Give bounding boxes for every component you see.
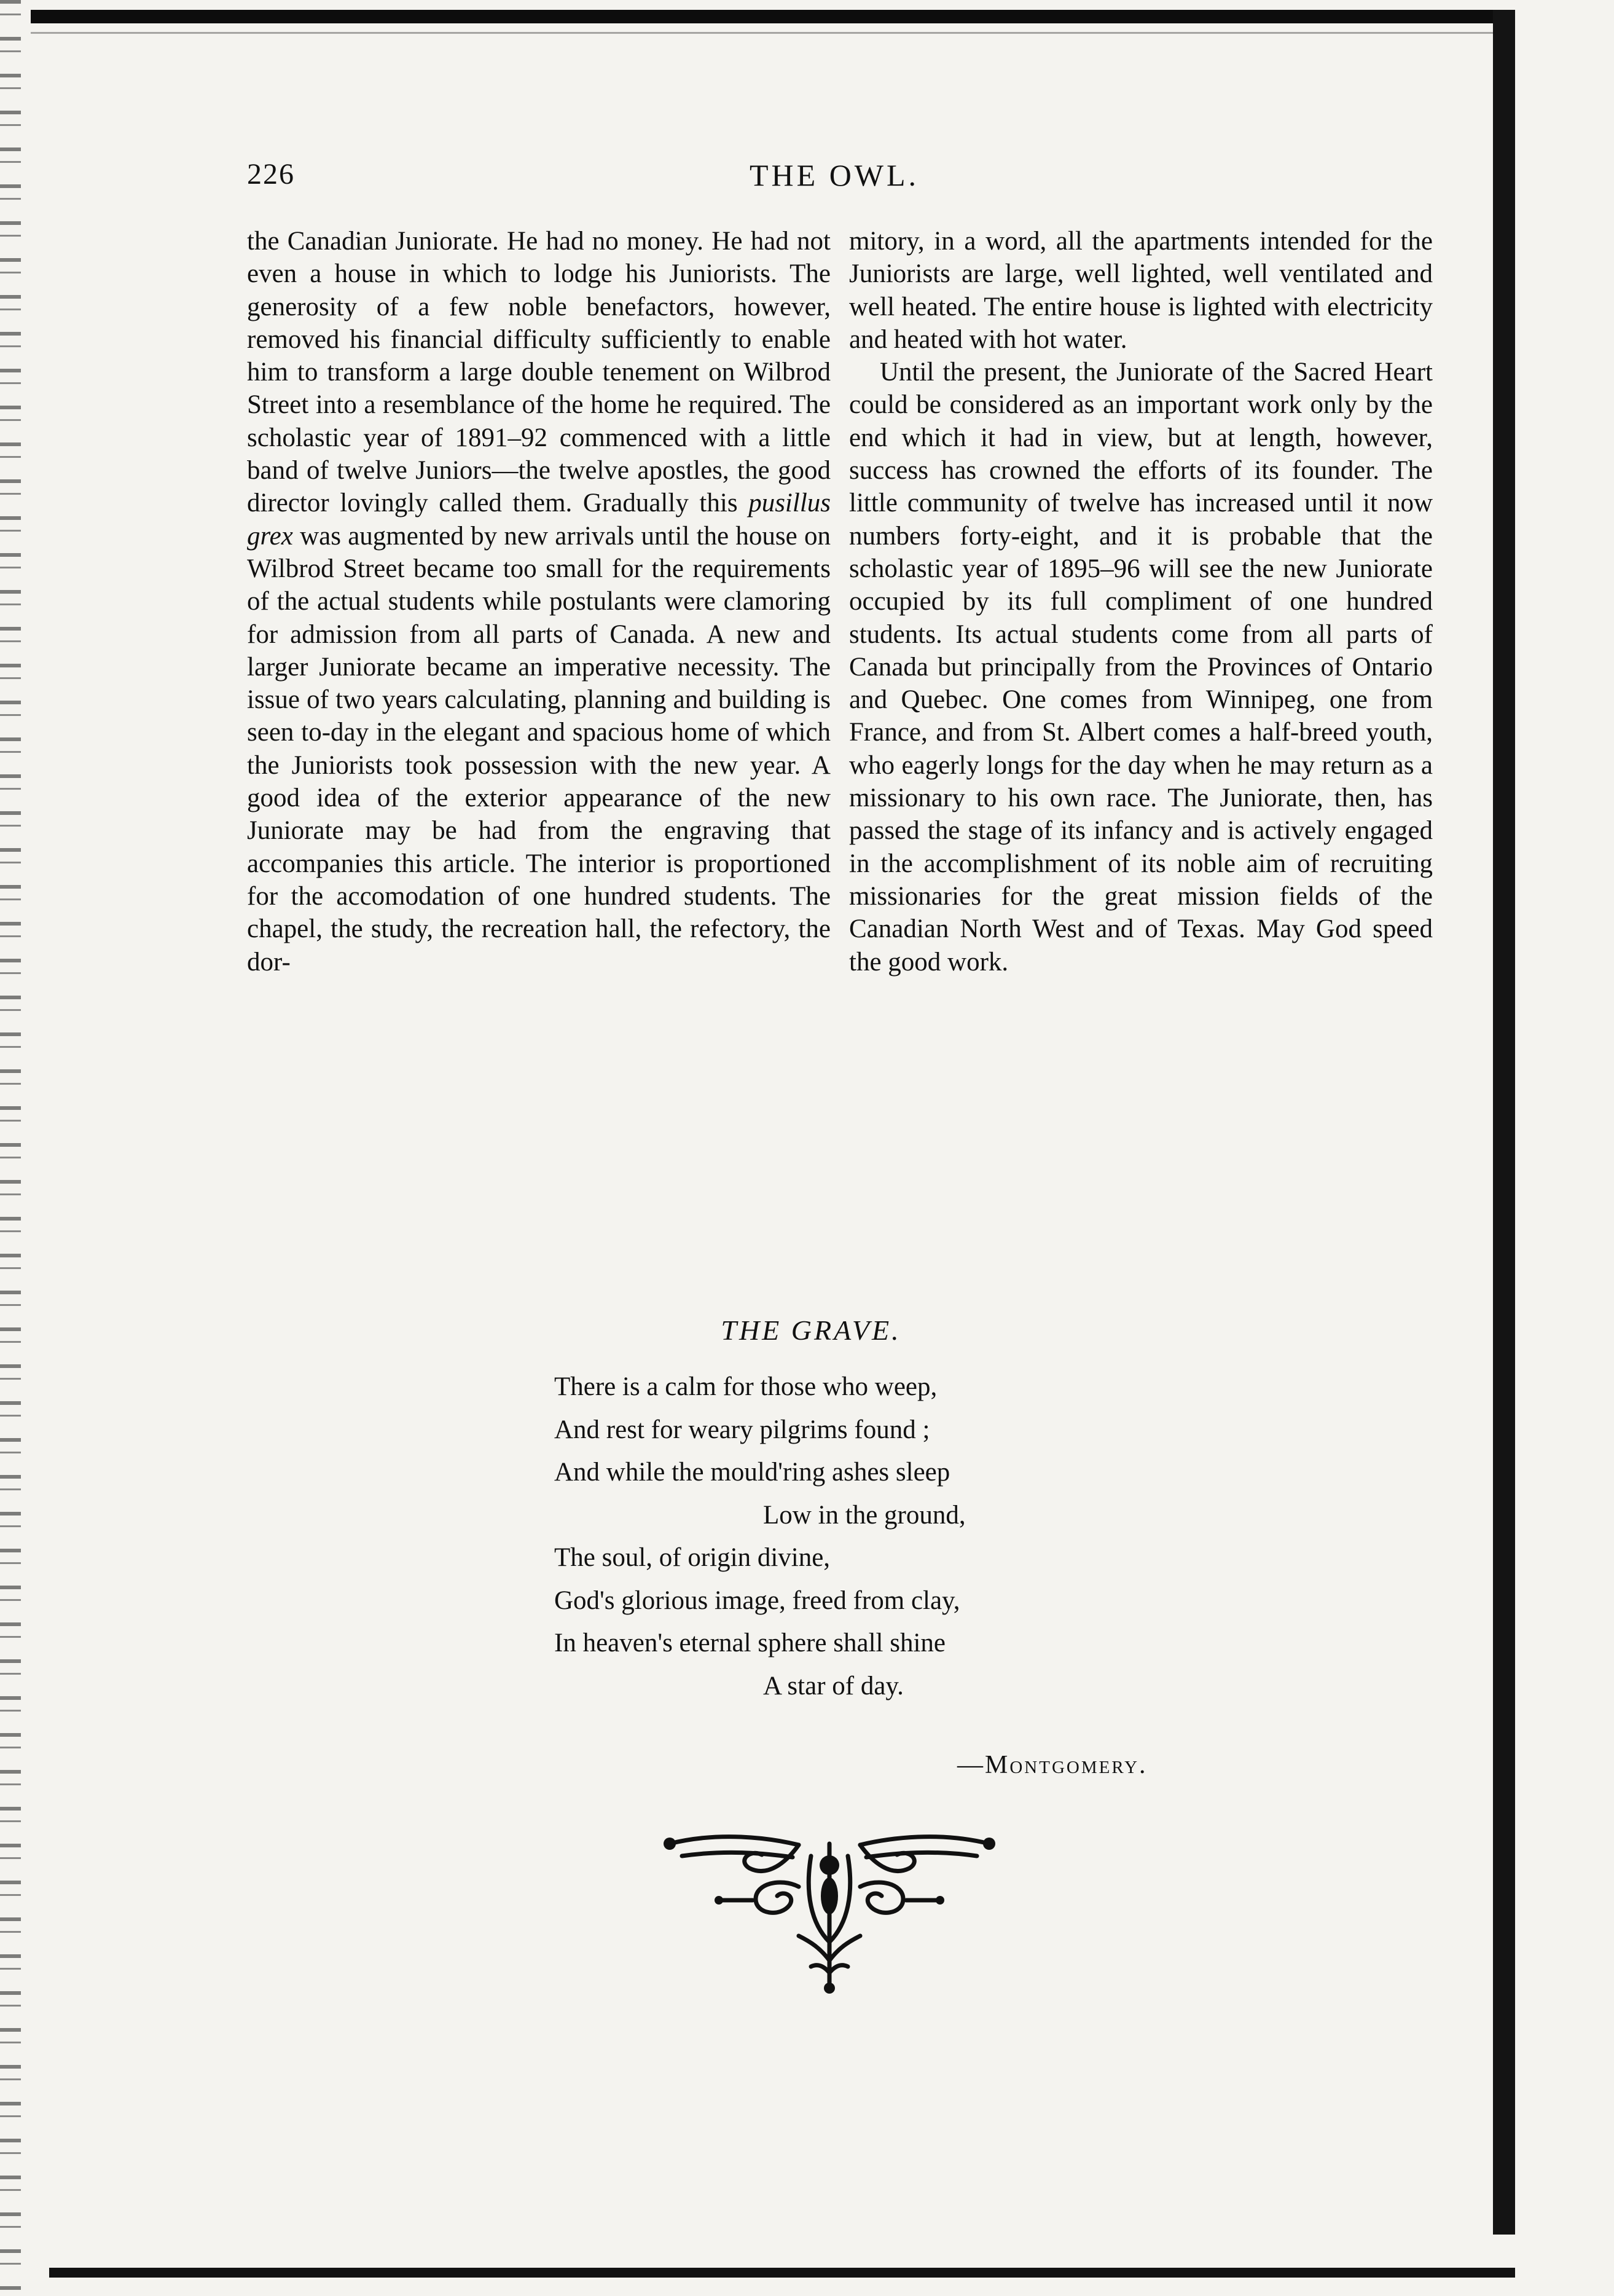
poem-title: THE GRAVE. (721, 1315, 901, 1346)
scan-right-edge (1493, 10, 1515, 2235)
latin-phrase: pusillus grex (247, 489, 831, 551)
poem-line: And while the mould'ring ashes sleep (554, 1458, 950, 1487)
article-text: the Canadian Juniorate. He had no money. He had not even a house in which to lodge his Juniorists. The generosity of a few noble benefactors, however, removed his financial difficulty sufficiently to enable him to transform a large double tenement on Wilbrod Street into a resemblance of the home he required. The scholastic year of 1891–92 commenced with a little band of twelve Juniors—the twelve apostles, the good director lovingly called them. Gradually this (247, 227, 831, 518)
article-text: was augmented by new arrivals until the house on Wilbrod Street became too small for the requirements of the actual students while postulants were clamoring for admission from all parts of Canada. A new and larger Juniorate became an imperative necessity. The issue of two years calculating, planning and building is seen to-day in the elegant and spacious home of which the Juniorists took possession with the new year. A good idea of the exterior appearance of the new Juniorate may be had from the engraving that accompanies this article. The interior is proportioned for the accomodation of one hundred students. The chapel, the study, the recreation hall, the refectory, the dor- (247, 521, 831, 977)
bottom-border-rule (49, 2268, 1515, 2278)
top-border-thin-rule (31, 32, 1493, 34)
running-head: THE OWL. (750, 158, 920, 192)
article-paragraph: Until the present, the Juniorate of the Sacred Heart could be considered as an important work only by the end which it had in view, but at length, however, success has crowned the efforts of its founder. The little community of twelve has increased until it now numbers forty-eight, and it is probable that the scholastic year of 1895–96 will see the new Juniorate occupied by its full compliment of one hundred students. Its actual students come from all parts of Canada but principally from the Provinces of Ontario and Quebec. One comes from Winnipeg, one from France, and from St. Albert comes a half-breed youth, who eagerly longs for the day when he may return as a missionary to his own race. The Juniorate, then, has passed the stage of its infancy and is actively engaged in the accomplishment of its noble aim of recruiting missionaries for the great mission fields of the Canadian North West and of Texas. May God speed the good work. (849, 358, 1433, 977)
poem-line: A star of day. (763, 1671, 904, 1700)
scan-left-edge (0, 0, 21, 2296)
poem-line: The soul, of origin divine, (554, 1543, 831, 1572)
article-paragraph: mitory, in a word, all the apartments intended for the Juniorists are large, well lighted, well ventilated and well heated. The entire house is lighted with electricity and heated with hot water. (849, 227, 1433, 354)
article-paragraph (247, 225, 831, 978)
page-number: 226 (247, 158, 295, 191)
poem-line: There is a calm for those who weep, (554, 1372, 938, 1401)
article-left-column (247, 225, 831, 978)
fleuron-ornament-icon (645, 1819, 1014, 2003)
article-right-column (849, 225, 1433, 978)
poem-line: Low in the ground, (763, 1500, 966, 1530)
poem-body (554, 1366, 966, 1707)
poem-line: In heaven's eternal sphere shall shine (554, 1629, 946, 1657)
top-border-rule (31, 10, 1493, 23)
poem-line: And rest for weary pilgrims found ; (554, 1415, 930, 1444)
poem-author: —Montgomery. (957, 1751, 1148, 1779)
poem-line: God's glorious image, freed from clay, (554, 1586, 960, 1615)
